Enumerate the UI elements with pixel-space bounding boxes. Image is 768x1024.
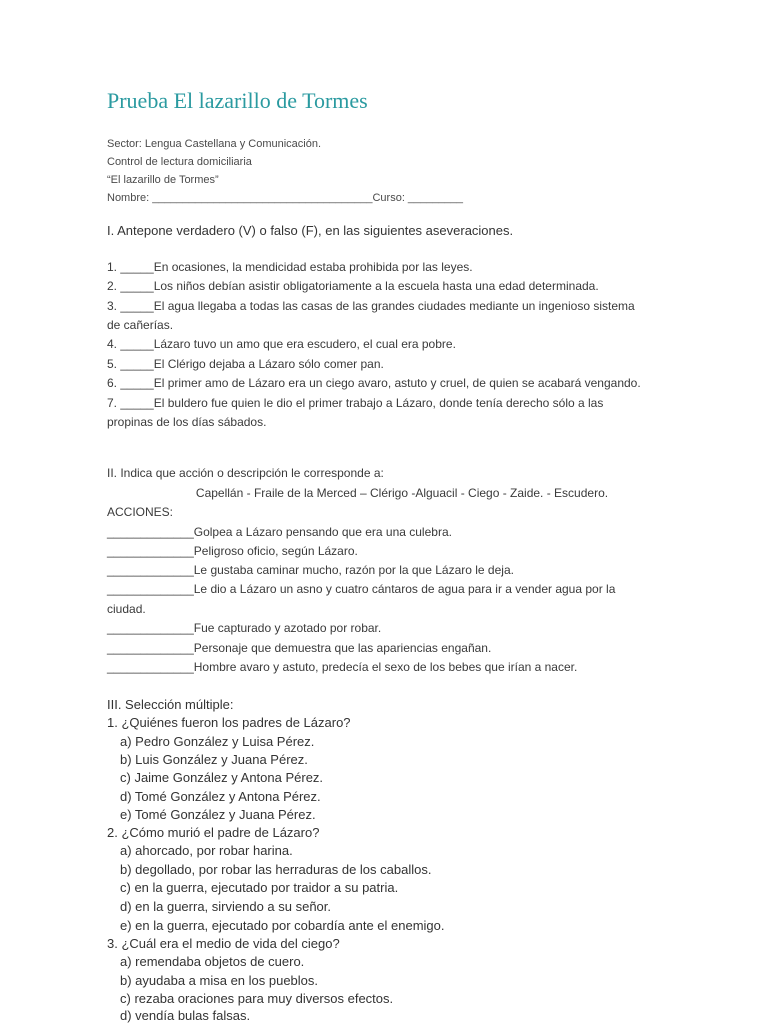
- option: e) en la guerra, ejecutado por cobardía ante el enemigo.: [120, 918, 445, 933]
- option: c) rezaba oraciones para muy diversos efectos.: [120, 991, 394, 1006]
- section3-heading: III. Selección múltiple:: [107, 697, 234, 712]
- tf-item: propinas de los días sábados.: [107, 415, 267, 429]
- option: e) Tomé González y Juana Pérez.: [120, 807, 316, 822]
- match-item: _____________Le gustaba caminar mucho, razón por la que Lázaro le deja.: [107, 563, 514, 577]
- control-line: Control de lectura domiciliaria: [107, 156, 252, 168]
- option: a) ahorcado, por robar harina.: [120, 843, 293, 858]
- option: b) degollado, por robar las herraduras de los caballos.: [120, 862, 432, 877]
- characters-list: Capellán - Fraile de la Merced – Clérigo -Alguacil - Ciego - Zaide. - Escudero.: [195, 486, 609, 500]
- question-2: 2. ¿Cómo murió el padre de Lázaro?: [107, 825, 320, 840]
- section1-heading: I. Antepone verdadero (V) o falso (F), en las siguientes aseveraciones.: [107, 223, 514, 238]
- question-1: 1. ¿Quiénes fueron los padres de Lázaro?: [107, 715, 351, 730]
- tf-item: 4. _____Lázaro tuvo un amo que era escudero, el cual era pobre.: [107, 337, 456, 351]
- option: b) ayudaba a misa en los pueblos.: [120, 973, 319, 988]
- match-item: _____________Golpea a Lázaro pensando que era una culebra.: [107, 525, 452, 539]
- match-item: _____________Personaje que demuestra que las apariencias engañan.: [107, 641, 492, 655]
- tf-item: 5. _____El Clérigo dejaba a Lázaro sólo comer pan.: [107, 357, 384, 371]
- match-item: _____________Le dio a Lázaro un asno y cuatro cántaros de agua para ir a vender agua por la: [107, 582, 616, 596]
- match-item: _____________Peligroso oficio, según Lázaro.: [107, 544, 358, 558]
- question-3: 3. ¿Cuál era el medio de vida del ciego?: [107, 936, 340, 951]
- option: d) vendía bulas falsas.: [120, 1008, 251, 1023]
- option: d) en la guerra, sirviendo a su señor.: [120, 899, 332, 914]
- book-line: “El lazarillo de Tormes”: [107, 174, 219, 186]
- match-item: _____________Fue capturado y azotado por robar.: [107, 621, 382, 635]
- option: a) Pedro González y Luisa Pérez.: [120, 734, 315, 749]
- page-title: Prueba El lazarillo de Tormes: [107, 88, 368, 113]
- match-item: _____________Hombre avaro y astuto, predecía el sexo de los bebes que irían a nacer.: [107, 660, 578, 674]
- name-course-line: Nombre: ____________________________________Curso: _________: [107, 192, 463, 204]
- section2-heading: II. Indica que acción o descripción le corresponde a:: [107, 466, 384, 480]
- tf-item: 1. _____En ocasiones, la mendicidad estaba prohibida por las leyes.: [107, 260, 473, 274]
- option: a) remendaba objetos de cuero.: [120, 954, 305, 969]
- tf-item: de cañerías.: [107, 318, 174, 332]
- option: c) Jaime González y Antona Pérez.: [120, 770, 324, 785]
- option: d) Tomé González y Antona Pérez.: [120, 789, 321, 804]
- option: b) Luis González y Juana Pérez.: [120, 752, 308, 767]
- tf-item: 7. _____El buldero fue quien le dio el primer trabajo a Lázaro, donde tenía derecho sólo a las: [107, 396, 604, 410]
- acciones-label: ACCIONES:: [107, 505, 174, 519]
- tf-item: 2. _____Los niños debían asistir obligatoriamente a la escuela hasta una edad determinada.: [107, 279, 599, 293]
- tf-item: 3. _____El agua llegaba a todas las casas de las grandes ciudades mediante un ingenioso sistema: [107, 299, 635, 313]
- tf-item: 6. _____El primer amo de Lázaro era un ciego avaro, astuto y cruel, de quien se acabará vengando.: [107, 376, 641, 390]
- option: c) en la guerra, ejecutado por traidor a su patria.: [120, 880, 399, 895]
- match-item: ciudad.: [107, 602, 146, 616]
- sector-line: Sector: Lengua Castellana y Comunicación.: [107, 138, 322, 150]
